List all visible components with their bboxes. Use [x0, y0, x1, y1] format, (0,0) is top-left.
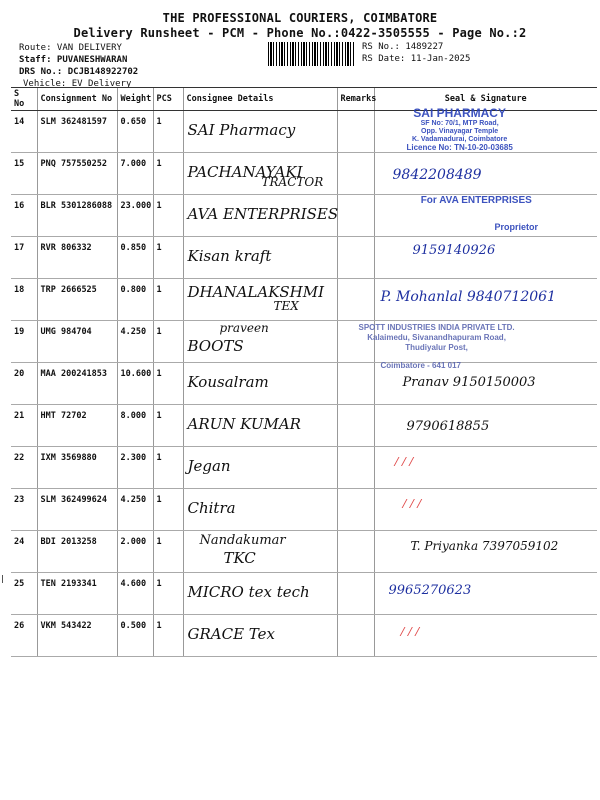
cell-seal [358, 321, 597, 363]
signature-phone: 9790618855 [406, 419, 490, 434]
cell-pcs: 1 [153, 195, 183, 237]
cell-seal [374, 106, 597, 153]
cell-remarks [337, 363, 374, 405]
cell-consignee [183, 531, 337, 573]
cell-consignee [183, 489, 337, 531]
cell-weight: 0.500 [117, 615, 153, 657]
seal-stamp-city: Coimbatore - 641 017 [380, 361, 461, 370]
consignee-handwriting-2: TEX [273, 299, 299, 313]
cell-consignment: IXM 3569880 [37, 447, 117, 489]
table-row [11, 531, 597, 573]
consignee-handwriting: SAI Pharmacy [187, 121, 296, 139]
cell-sno: 15 [11, 153, 37, 195]
cell-sno: 23 [11, 489, 37, 531]
cell-weight: 8.000 [117, 405, 153, 447]
cell-weight: 2.000 [117, 531, 153, 573]
cell-weight: 2.300 [117, 447, 153, 489]
consignee-handwriting: ARUN KUMAR [187, 415, 301, 433]
col-weight: Weight [117, 88, 153, 111]
consignee-handwriting: AVA ENTERPRISES [187, 205, 339, 223]
cell-weight: 0.800 [117, 279, 153, 321]
cell-pcs: 1 [153, 531, 183, 573]
consignee-handwriting-2: TRACTOR [261, 175, 324, 189]
cell-consignee [183, 363, 337, 405]
cell-seal [374, 153, 597, 195]
seal-stamp: For AVA ENTERPRISES Proprietor [420, 195, 539, 232]
cell-sno: 21 [11, 405, 37, 447]
cell-pcs: 1 [153, 615, 183, 657]
cell-weight: 4.250 [117, 489, 153, 531]
barcode [268, 42, 356, 66]
signature-phone: Pranav 9150150003 [402, 375, 536, 390]
consignee-handwriting: Kousalram [187, 373, 269, 391]
company-title: THE PROFESSIONAL COURIERS, COIMBATORE [162, 11, 438, 25]
cell-consignment: BLR 5301286088 [37, 195, 117, 237]
rs-date-text: RS Date: 11-Jan-2025 [362, 54, 471, 64]
col-seal: Seal & Signature [374, 88, 597, 111]
signature-phone: T. Priyanka 7397059102 [410, 539, 559, 553]
cell-sno: 17 [11, 237, 37, 279]
col-pcs: PCS [153, 88, 183, 111]
cell-remarks [337, 489, 374, 531]
cell-consignment: UMG 984704 [37, 321, 117, 363]
cell-seal [374, 531, 597, 573]
table-row [11, 363, 597, 405]
cell-pcs: 1 [153, 405, 183, 447]
cell-sno: 26 [11, 615, 37, 657]
staff-text: Staff: PUVANESHWARAN [19, 55, 128, 65]
consignee-handwriting: BOOTS [187, 337, 244, 355]
cell-pcs: 1 [153, 279, 183, 321]
cell-consignee [183, 237, 337, 279]
cell-weight: 10.600 [117, 363, 153, 405]
signature-phone: 9965270623 [388, 583, 472, 598]
cell-sno: 14 [11, 111, 37, 153]
cell-consignee [183, 279, 337, 321]
cell-remarks [337, 531, 374, 573]
cell-remarks [337, 111, 374, 153]
cell-consignment: SLM 362481597 [37, 111, 117, 153]
cell-sno: 22 [11, 447, 37, 489]
col-consignee: Consignee Details [183, 88, 337, 111]
cell-weight: 7.000 [117, 153, 153, 195]
cell-consignment: VKM 543422 [37, 615, 117, 657]
cell-consignment: PNQ 757550252 [37, 153, 117, 195]
table-row [11, 237, 597, 279]
meta-left [19, 42, 138, 90]
cell-remarks [337, 279, 374, 321]
cell-seal [374, 279, 597, 321]
meta-right [362, 41, 470, 65]
cell-consignee [183, 573, 337, 615]
cell-pcs: 1 [153, 111, 183, 153]
seal-stamp: SAI PHARMACY SF No: 70/1, MTP Road, Opp. Vinayagar Temple K. Vadamadurai, Coimbatore Licence No: TN-10-20-03685 [406, 106, 513, 152]
consignee-handwriting: DHANALAKSHMI [187, 283, 325, 301]
cell-consignee [183, 615, 337, 657]
cell-seal [374, 447, 597, 489]
consignee-handwriting: Chitra [187, 499, 236, 517]
cell-weight: 4.600 [117, 573, 153, 615]
margin-tick [2, 575, 6, 583]
cell-consignment: TEN 2193341 [37, 573, 117, 615]
table-row [11, 279, 597, 321]
cell-remarks [337, 573, 374, 615]
cell-weight: 23.000 [117, 195, 153, 237]
cell-pcs: 1 [153, 573, 183, 615]
red-mark: / / / [394, 455, 414, 470]
cell-remarks [337, 195, 374, 237]
table-row [11, 489, 597, 531]
col-remarks: Remarks [337, 88, 374, 111]
drs-text: DRS No.: DCJB148922702 [19, 67, 139, 77]
cell-seal [374, 615, 597, 657]
consignee-handwriting: PACHANAYAKI [187, 163, 303, 181]
cell-weight: 0.650 [117, 111, 153, 153]
cell-remarks [337, 615, 374, 657]
cell-remarks [337, 405, 374, 447]
cell-consignee [183, 195, 337, 237]
table-row [11, 111, 597, 153]
consignee-handwriting-2: praveen [219, 321, 269, 335]
cell-remarks [337, 237, 374, 279]
table-row [11, 195, 597, 237]
consignee-handwriting: Nandakumar [199, 533, 286, 548]
table-row [11, 615, 597, 657]
runsheet-subtitle: Delivery Runsheet - PCM - Phone No.:0422-3505555 - Page No.:2 [73, 26, 527, 40]
cell-pcs: 1 [153, 153, 183, 195]
consignee-handwriting: Kisan kraft [187, 247, 272, 265]
cell-sno: 19 [11, 321, 37, 363]
cell-seal [374, 489, 597, 531]
cell-consignment: TRP 2666525 [37, 279, 117, 321]
red-mark: / / / [400, 625, 420, 640]
cell-consignee [183, 153, 337, 195]
runsheet-table [11, 87, 597, 657]
signature-phone: 9159140926 [412, 243, 496, 258]
cell-seal [374, 237, 597, 279]
cell-weight: 4.250 [117, 321, 153, 363]
cell-consignment: HMT 72702 [37, 405, 117, 447]
cell-consignment: SLM 362499624 [37, 489, 117, 531]
red-mark: / / / [402, 497, 422, 512]
consignee-handwriting: GRACE Tex [187, 625, 275, 643]
signature-phone: P. Mohanlal 9840712061 [380, 289, 556, 305]
consignee-handwriting-2: TKC [223, 549, 256, 567]
cell-consignee [183, 405, 337, 447]
col-sno: S No [11, 88, 37, 111]
cell-seal [374, 363, 597, 405]
table-row [11, 405, 597, 447]
cell-remarks [337, 447, 374, 489]
cell-consignment: MAA 200241853 [37, 363, 117, 405]
cell-consignment: RVR 806332 [37, 237, 117, 279]
cell-seal [374, 573, 597, 615]
cell-consignment: BDI 2013258 [37, 531, 117, 573]
cell-pcs: 1 [153, 237, 183, 279]
table-row [11, 321, 597, 363]
table-row [11, 153, 597, 195]
cell-consignee [183, 447, 337, 489]
signature-phone: 9842208489 [392, 167, 482, 183]
route-text: Route: VAN DELIVERY [19, 43, 122, 53]
cell-pcs: 1 [153, 489, 183, 531]
seal-stamp: SPOTT INDUSTRIES INDIA PRIVATE LTD. Kalaimedu, Sivanandhapuram Road, Thudiyalur Post, [358, 323, 515, 352]
cell-remarks [337, 153, 374, 195]
table-row [11, 573, 597, 615]
cell-weight: 0.850 [117, 237, 153, 279]
cell-sno: 24 [11, 531, 37, 573]
table-row [11, 447, 597, 489]
cell-seal [374, 405, 597, 447]
cell-sno: 18 [11, 279, 37, 321]
cell-pcs: 1 [153, 363, 183, 405]
cell-sno: 20 [11, 363, 37, 405]
vehicle-text: Vehicle: EV Delivery [23, 79, 132, 89]
cell-consignee [183, 111, 337, 153]
consignee-handwriting: MICRO tex tech [187, 583, 310, 601]
cell-sno: 16 [11, 195, 37, 237]
cell-pcs: 1 [153, 321, 183, 363]
col-consignment: Consignment No [37, 88, 117, 111]
consignee-handwriting: Jegan [187, 457, 231, 475]
cell-pcs: 1 [153, 447, 183, 489]
rs-no-text: RS No.: 1489227 [362, 42, 444, 52]
cell-seal [374, 195, 597, 237]
cell-consignee [183, 321, 337, 363]
cell-sno: 25 [11, 573, 37, 615]
